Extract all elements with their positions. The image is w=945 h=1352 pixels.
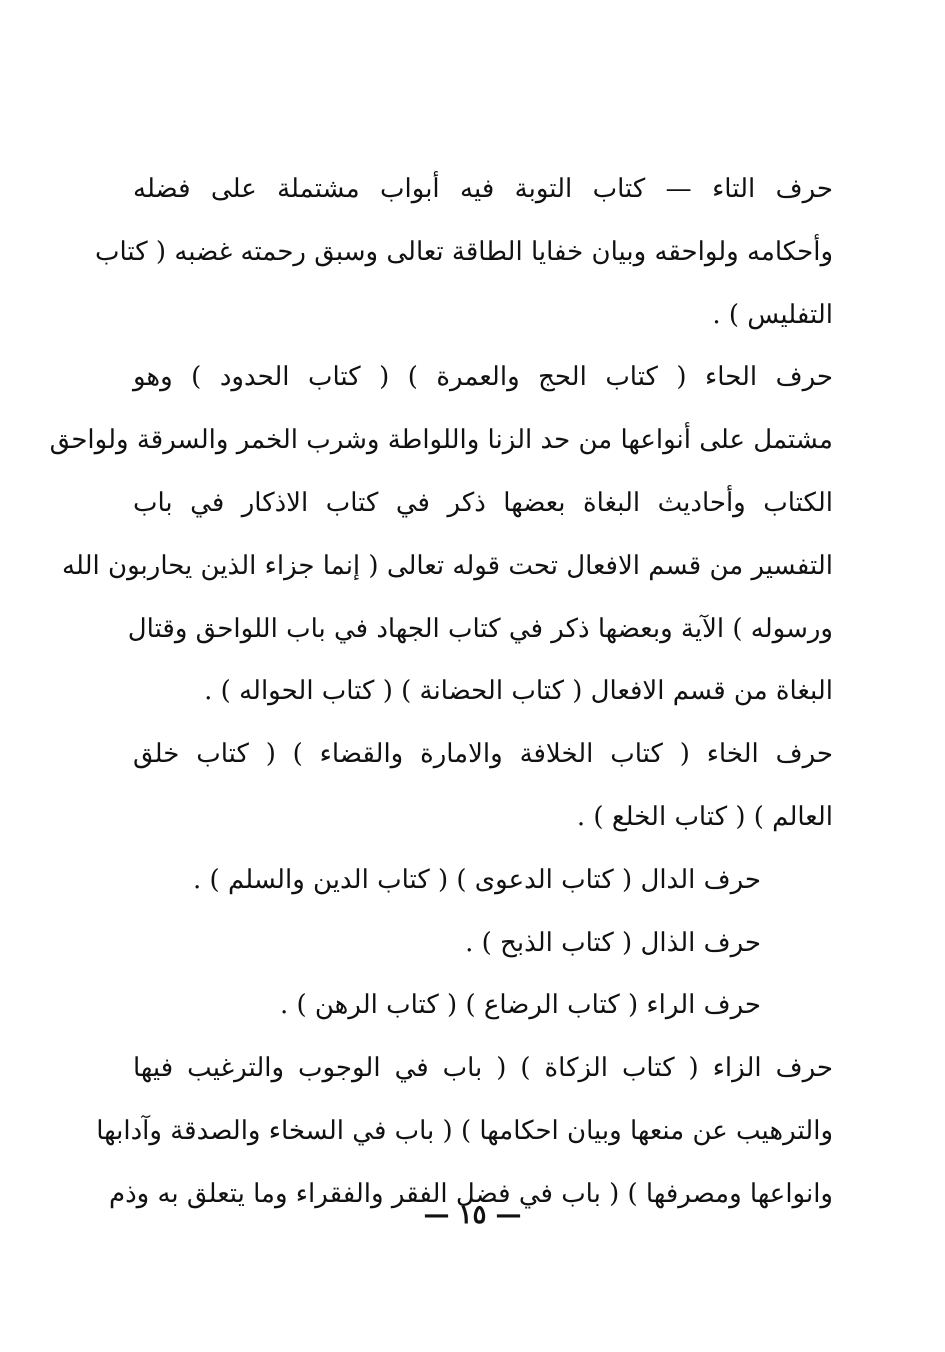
text-line-1: حرف التاء — كتاب التوبة فيه أبواب مشتملة على فضله [133,174,833,204]
text-line-17: وانواعها ومصرفها ) ( باب في فضل الفقر والفقراء وما يتعلق به وذم [109,1178,833,1209]
text-line-4: حرف الحاء ( كتاب الحج والعمرة ) ( كتاب الحدود ) وهو [133,362,833,393]
text-line-5: مشتمل على أنواعها من حد الزنا واللواطة وشرب الخمر والسرقة ولواحق [49,425,833,456]
text-line-16: والترهيب عن منعها وبيان احكامها ) ( باب في السخاء والصدقة وآدابها [96,1115,833,1146]
text-line-15: حرف الزاء ( كتاب الزكاة ) ( باب في الوجوب والترغيب فيها [133,1053,833,1084]
text-line-3: التفليس ) . [712,299,833,330]
text-line-12: حرف الدال ( كتاب الدعوى ) ( كتاب الدين والسلم ) . [193,864,761,895]
body-text [49,158,833,1226]
text-line-11: العالم ) ( كتاب الخلع ) . [576,801,833,832]
text-line-7: التفسير من قسم الافعال تحت قوله تعالى ( إنما جزاء الذين يحاربون الله [62,550,833,581]
text-line-10: حرف الخاء ( كتاب الخلافة والامارة والقضاء ) ( كتاب خلق [133,739,833,770]
text-line-14: حرف الراء ( كتاب الرضاع ) ( كتاب الرهن ) . [279,990,761,1021]
text-line-6: الكتاب وأحاديث البغاة بعضها ذكر في كتاب الاذكار في باب [133,487,833,518]
text-line-2: وأحكامه ولواحقه وبيان خفايا الطاقة تعالى وسبق رحمته غضبه ( كتاب [95,236,833,267]
text-line-13: حرف الذال ( كتاب الذبح ) . [465,927,761,958]
text-line-9: البغاة من قسم الافعال ( كتاب الحضانة ) ( كتاب الحواله ) . [204,676,833,707]
text-line-8: ورسوله ) الآية وبعضها ذكر في كتاب الجهاد في باب اللواحق وقتال [127,613,833,644]
page-number: — ١٥ — [423,1200,522,1230]
